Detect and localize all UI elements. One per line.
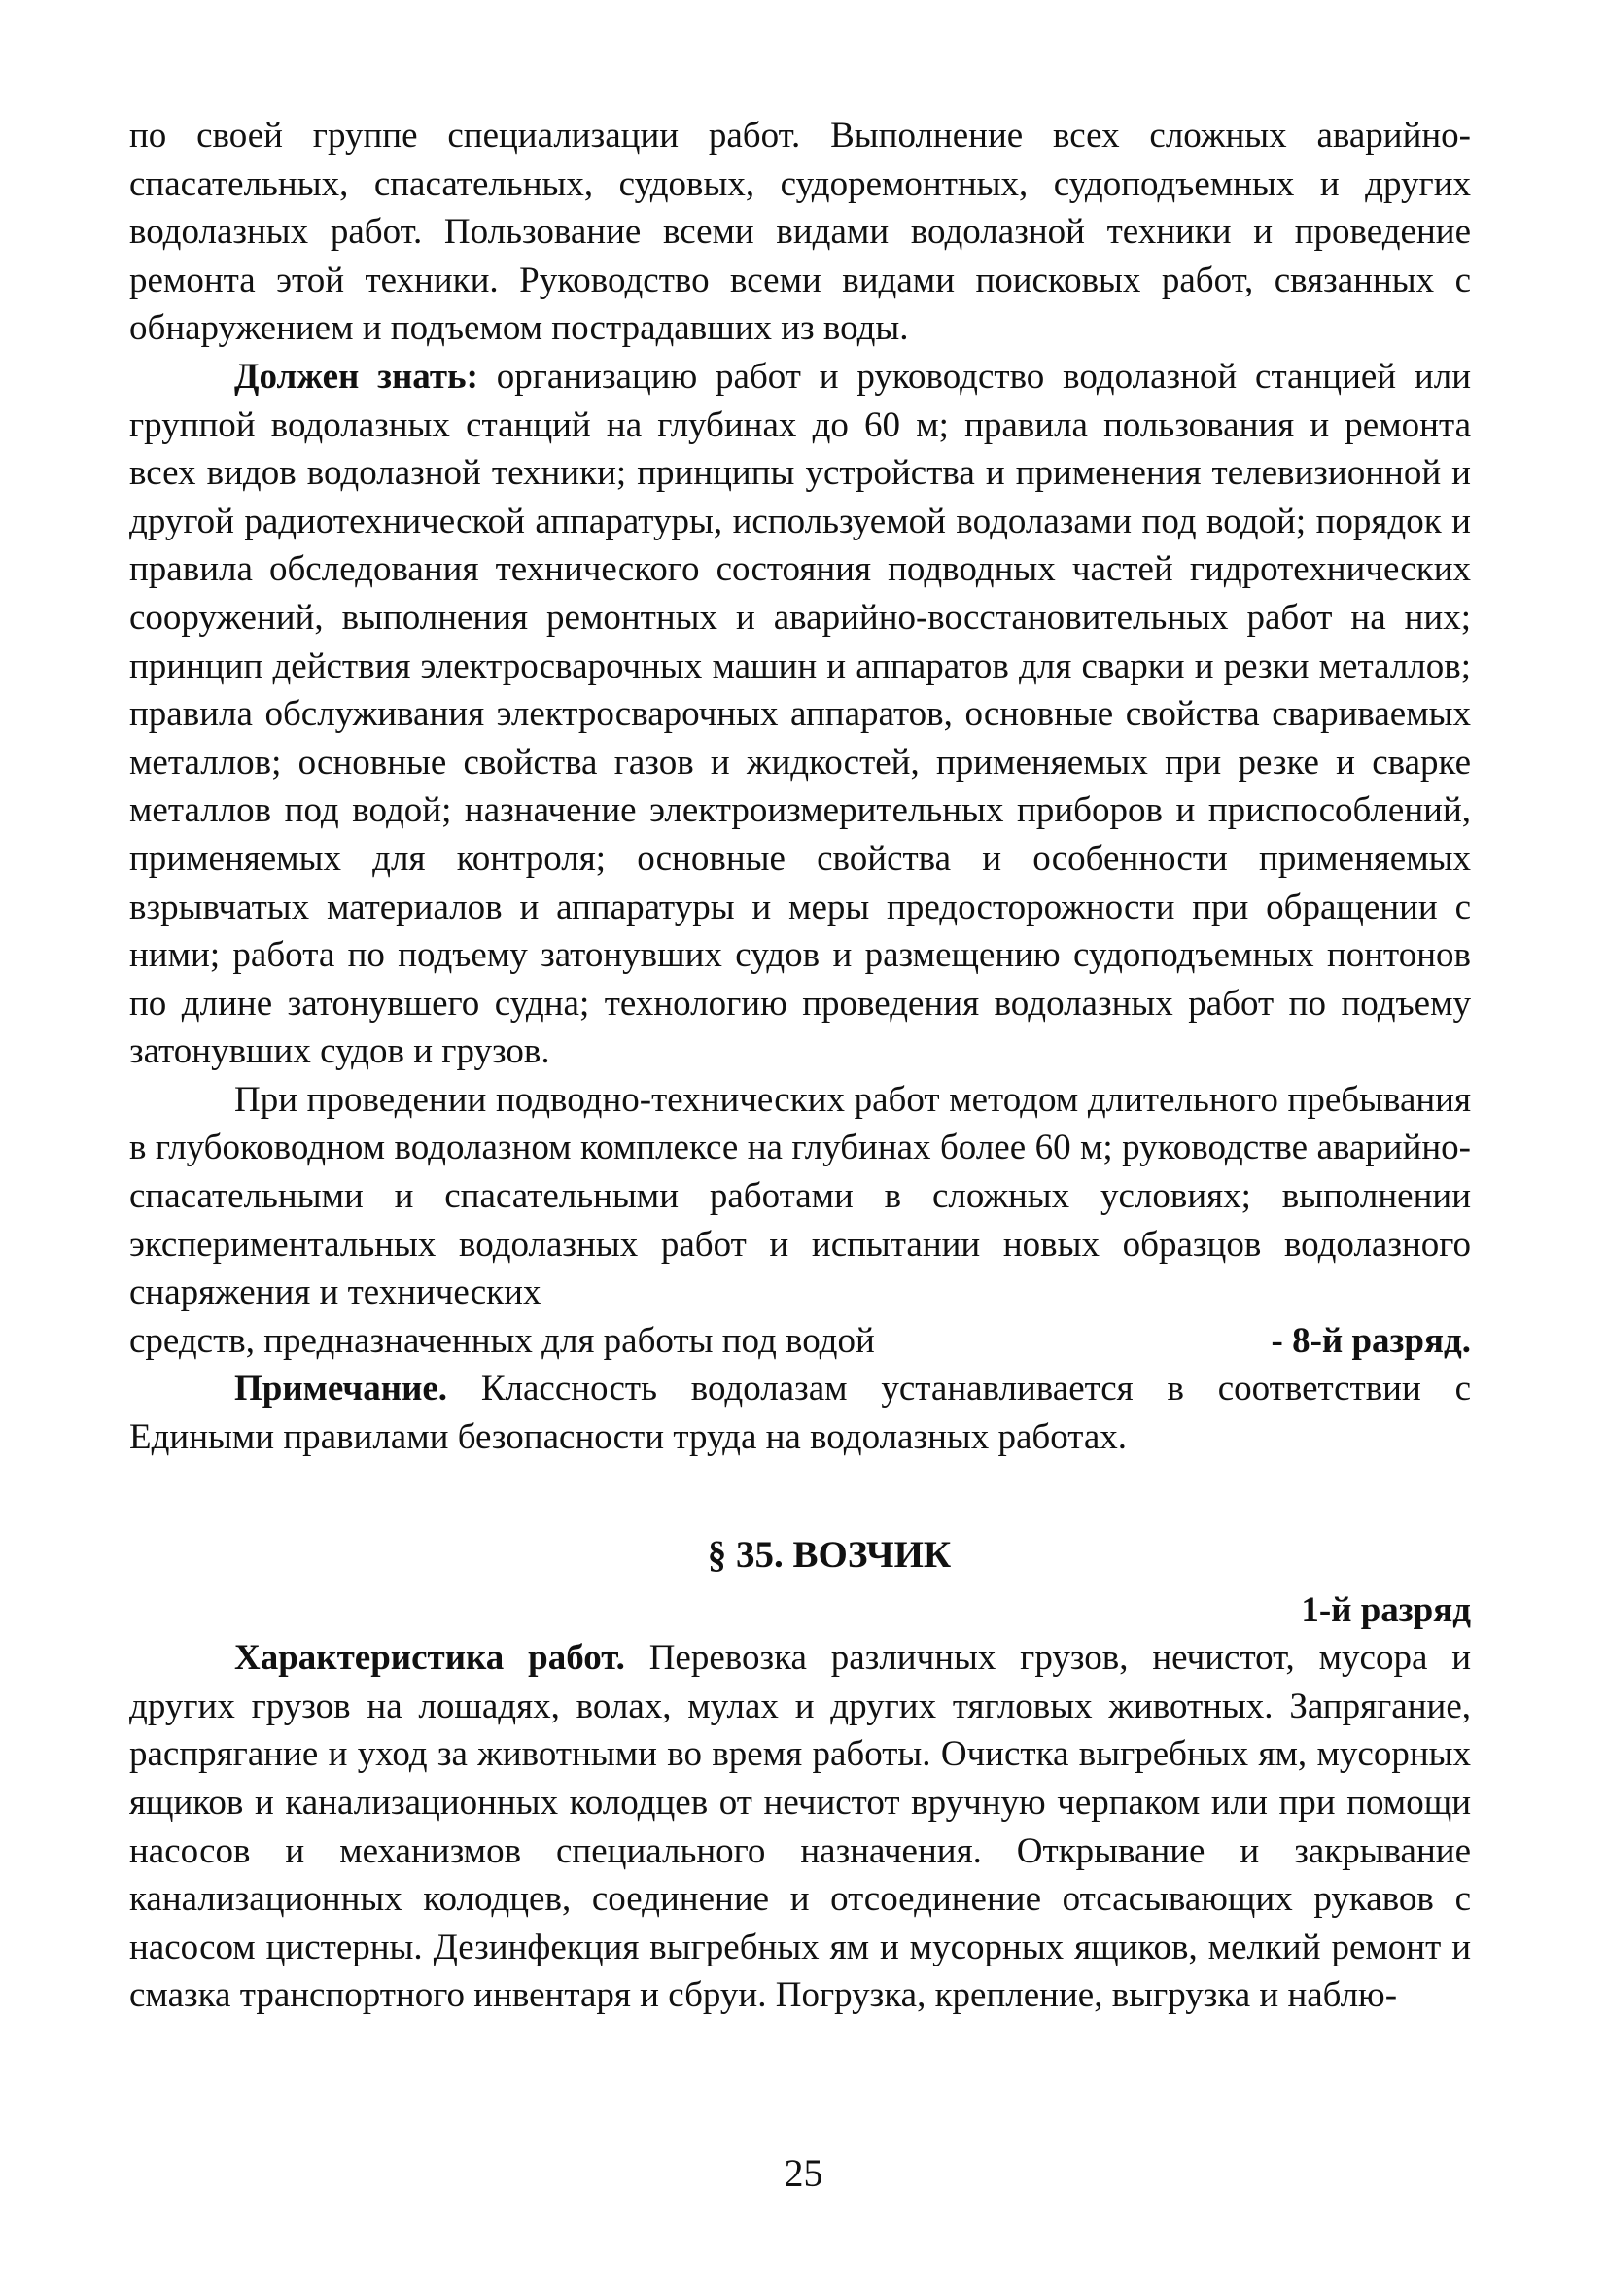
paragraph-must-know — [129, 353, 1471, 1076]
paragraph-continuation: по своей группе специализации работ. Выполнение всех сложных аварийно-спасательных, спасательных, судовых, судоремонтных, судоподъемных и других водолазных работ. Пользование всеми видами водолазной техники и проведение ремонта этой техники. Руководство всеми видами поисковых работ, связанных с обнаружением и подъемом пострадавших из воды. — [129, 116, 1471, 349]
paragraph-characteristics — [129, 1634, 1471, 2020]
characteristics-text: Перевозка различных грузов, нечистот, мусора и других грузов на лошадях, волах, мулах и других тягловых животных. Запрягание, распрягание и уход за животными во время работы. Очистка выгребных ям, мусорных ящиков и канализационных колодцев от нечистот вручную черпаком или при помощи насосов и механизмов специального назначения. Открывание и закрывание канализационных колодцев, соединение и отсоединение отсасывающих рукавов с насосом цистерны. Дезинфекция выгребных ям и мусорных ящиков, мелкий ремонт и смазка транспортного инвентаря и сбруи. Погрузка, крепление, выгрузка и наблю- — [129, 1638, 1472, 2016]
note-lead: Примечание. — [234, 1369, 448, 1409]
characteristics-lead: Характеристика работ. — [234, 1638, 625, 1679]
section-rank: 1-й разряд — [1301, 1589, 1471, 1630]
must-know-text: организацию работ и руководство водолазной станцией или группой водолазных станций на глубинах до 60 м; правила пользования и ремонта всех видов водолазной техники; принципы устройства и применения телевизионной и другой радиотехнической аппаратуры, используемой водолазами под водой; порядок и правила обследования технического состояния подводных частей гидротехнических сооружений, выполнения ремонтных и аварийно-восстановительных работ на них; принцип действия электросварочных машин и аппаратов для сварки и резки металлов; правила обслуживания электросварочных аппаратов, основные свойства свариваемых металлов; основные свойства газов и жидкостей, применяемых при резке и сварке металлов под водой; назначение электроизмерительных приборов и приспособлений, применяемых для контроля; основные свойства и особенности применяемых взрывчатых материалов и аппаратуры и меры предосторожности при обращении с ними; работа по подъему затонувших судов и размещению судоподъемных понтонов по длине затонувшего судна; технологию проведения водолазных работ по подъему затонувших судов и грузов. — [129, 356, 1471, 1072]
paragraph-rank-8: При проведении подводно-технических работ методом длительного пребывания в глубоководном водолазном комплексе на глубинах более 60 м; руководстве аварийно-спасательными и спасательными работами в сложных условиях; выполнении экспериментальных водолазных работ и испытании новых образцов водолазного снаряжения и технических — [129, 1079, 1471, 1313]
paragraph-note — [129, 1365, 1471, 1461]
page-number: 25 — [784, 2151, 823, 2195]
body-text — [129, 112, 1471, 2020]
note-text: Классность водолазам устанавливается в соответствии с Едиными правилами безопасности труда на водолазных работах. — [129, 1369, 1471, 1458]
rank-8-line — [129, 1317, 1471, 1366]
rank-8-label: - 8-й разряд. — [1271, 1320, 1471, 1361]
must-know-lead: Должен знать: — [234, 356, 478, 397]
rank-8-line-text: средств, предназначенных для работы под водой — [129, 1320, 875, 1361]
section-heading: § 35. ВОЗЧИК — [707, 1533, 952, 1576]
